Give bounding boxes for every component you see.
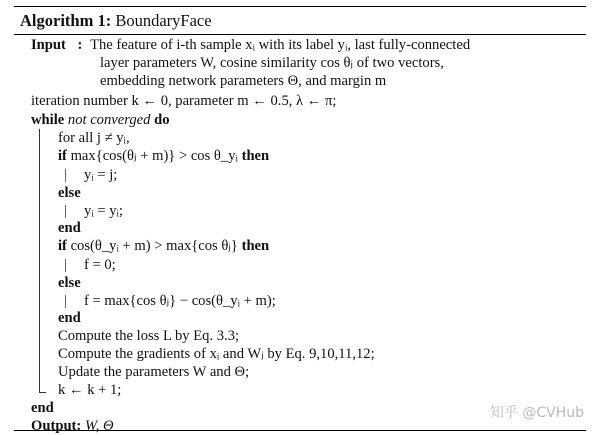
input-keyword: Input [31,37,66,53]
forall-line: for all j ≠ yᵢ, [58,130,130,146]
input-separator: : [77,37,83,53]
else2-keyword: else [58,275,81,291]
if1-end-keyword: end [58,220,81,236]
else1-bar: | [64,203,67,219]
if1-statement: yᵢ = j; [84,167,118,183]
if1-bar: | [64,167,67,183]
output-line [31,417,114,435]
init-line: iteration number k ← 0, parameter m ← 0.5, λ ← π; [31,93,337,109]
if2-end-keyword: end [58,310,81,326]
if1-line [58,147,269,165]
else2-statement: f = max{cos θⱼ} − cos(θ_yᵢ + m); [84,293,276,309]
while-body-hook [39,384,46,393]
bottom-rule [14,430,586,431]
while-end-keyword: end [31,400,54,416]
else1-statement: yᵢ = yᵢ; [84,203,123,219]
do-keyword: do [154,112,170,128]
while-line [31,111,170,129]
top-rule [14,6,586,7]
if1-condition: max{cos(θⱼ + m)} > cos θ_yᵢ [70,148,238,164]
else1-keyword: else [58,185,81,201]
input-text-1: The feature of i-th sample xᵢ with its label yᵢ, last fully-connected [90,37,471,53]
output-keyword: Output: [31,418,82,434]
if2-then-keyword: then [241,238,270,254]
algorithm-box [14,6,586,434]
compute-loss-line: Compute the loss L by Eq. 3.3; [58,328,240,344]
if2-condition: cos(θ_yᵢ + m) > max{cos θⱼ} [70,238,238,254]
caption-name: BoundaryFace [115,11,212,30]
compute-gradients-line: Compute the gradients of xᵢ and Wⱼ by Eq. 9,10,11,12; [58,346,375,362]
caption-label: Algorithm 1: [20,11,112,30]
input-line-2: layer parameters W, cosine similarity cos θⱼ of two vectors, [100,55,444,71]
update-parameters-line: Update the parameters W and Θ; [58,364,250,380]
algorithm-caption [20,11,212,31]
output-value: W, Θ [84,418,114,434]
if2-line [58,237,269,255]
watermark: 知乎 @CVHub [489,405,584,421]
while-keyword: while [31,112,65,128]
input-line-3: embedding network parameters Θ, and margin m [100,73,387,89]
if2-bar: | [64,257,67,273]
while-body-bar [39,129,40,392]
else2-bar: | [64,293,67,309]
if1-keyword: if [58,148,67,164]
while-condition: not converged [67,112,151,128]
if1-then-keyword: then [241,148,270,164]
if2-statement: f = 0; [84,257,116,273]
caption-rule [14,34,586,35]
input-line-1 [31,36,470,54]
increment-line: k ← k + 1; [58,382,122,398]
if2-keyword: if [58,238,67,254]
